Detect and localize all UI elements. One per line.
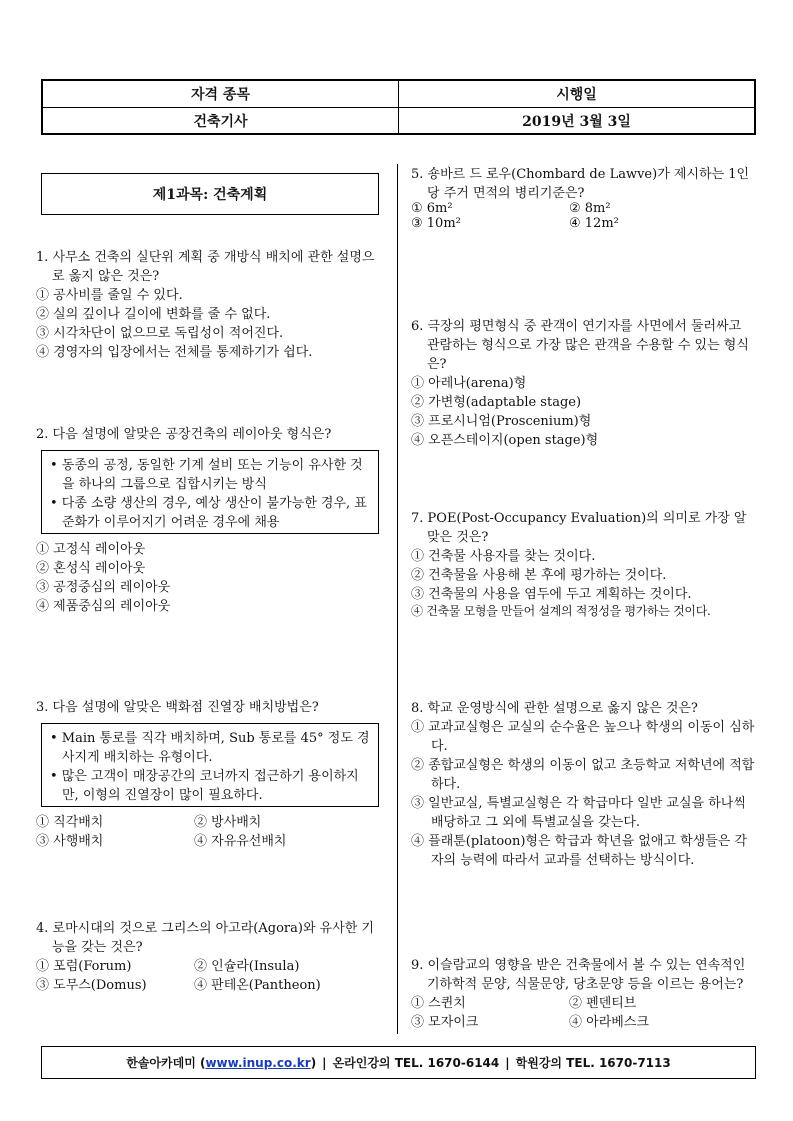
footer-academy-phone: 학원강의 TEL. 1670-7113 bbox=[515, 1056, 671, 1070]
option-1[interactable]: ① 6m² bbox=[411, 201, 453, 216]
option-3[interactable]: ③ 모자이크 bbox=[411, 1015, 479, 1030]
option-row bbox=[411, 1011, 756, 1030]
option-3[interactable]: ③ 10m² bbox=[411, 216, 461, 231]
option-1[interactable]: ① 아레나(arena)형 bbox=[411, 376, 527, 391]
question-stem: 9. 이슬람교의 영향을 받은 건축물에서 볼 수 있는 연속적인 기하학적 문양, 식물문양, 당초문양 등을 이르는 용어는? bbox=[411, 958, 746, 992]
option-1[interactable]: ① 공사비를 줄일 수 있다. bbox=[36, 288, 183, 303]
option-2[interactable]: ② 인슐라(Insula) bbox=[194, 959, 300, 974]
option-4[interactable]: ④ 오픈스테이지(open stage)형 bbox=[411, 433, 599, 448]
exam-date-label: 시행일 bbox=[556, 87, 597, 103]
option-4[interactable]: ④ 자유유선배치 bbox=[194, 834, 287, 849]
question-stem: 8. 학교 운영방식에 관한 설명으로 옳지 않은 것은? bbox=[411, 701, 698, 716]
option-row bbox=[411, 216, 756, 231]
question-stem: 1. 사무소 건축의 실단위 계획 중 개방식 배치에 관한 설명으로 옳지 않은 것은? bbox=[36, 250, 375, 284]
option-3[interactable]: ③ 일반교실, 특별교실형은 각 학급마다 일반 교실을 하나씩 배당하고 그 외에 특별교실을 갖는다. bbox=[411, 796, 746, 830]
question-stem: 2. 다음 설명에 알맞은 공장건축의 레이아웃 형식은? bbox=[36, 427, 332, 442]
option-2[interactable]: ② 실의 깊이나 길이에 변화를 줄 수 없다. bbox=[36, 307, 271, 322]
question-6 bbox=[411, 315, 756, 448]
question-stem: 4. 로마시대의 것으로 그리스의 아고라(Agora)와 유사한 기능을 갖는 것은? bbox=[36, 921, 375, 955]
option-3[interactable]: ③ 도무스(Domus) bbox=[36, 978, 147, 993]
option-4[interactable]: ④ 제품중심의 레이아웃 bbox=[36, 599, 171, 614]
option-1[interactable]: ① 포럼(Forum) bbox=[36, 959, 132, 974]
footer-website-link[interactable]: www.inup.co.kr bbox=[205, 1056, 311, 1070]
option-2[interactable]: ② 방사배치 bbox=[194, 815, 262, 830]
info-bullet: • 동종의 공정, 동일한 기계 설비 또는 기능이 유사한 것을 하나의 그룹으로 집합시키는 방식 bbox=[50, 458, 363, 492]
question-2 bbox=[36, 423, 381, 614]
question-7 bbox=[411, 507, 756, 619]
question-3 bbox=[36, 696, 381, 849]
question-stem: 5. 숑바르 드 로우(Chombard de Lawve)가 제시하는 1인당 주거 면적의 병리기준은? bbox=[411, 167, 750, 201]
option-4[interactable]: ④ 경영자의 입장에서는 전체를 통제하기가 쉽다. bbox=[36, 345, 313, 360]
option-4[interactable]: ④ 아라베스크 bbox=[569, 1015, 649, 1030]
option-4[interactable]: ④ 플래툰(platoon)형은 학급과 학년을 없애고 학생들은 각자의 능력에 따라서 교과를 선택하는 방식이다. bbox=[411, 834, 748, 868]
option-row bbox=[36, 811, 381, 830]
exam-date-value: 2019년 3월 3일 bbox=[522, 114, 631, 130]
question-stem: 7. POE(Post-Occupancy Evaluation)의 의미로 가장 알맞은 것은? bbox=[411, 511, 747, 545]
page-footer bbox=[41, 1046, 756, 1079]
option-3[interactable]: ③ 사행배치 bbox=[36, 834, 104, 849]
question-1 bbox=[36, 246, 381, 360]
option-4[interactable]: ④ 12m² bbox=[569, 216, 619, 231]
header-value-row bbox=[43, 108, 754, 134]
option-1[interactable]: ① 스퀸치 bbox=[411, 996, 466, 1011]
info-bullet: • 다종 소량 생산의 경우, 예상 생산이 불가능한 경우, 표준화가 이루어지기 어려운 경우에 채용 bbox=[50, 496, 367, 530]
option-1[interactable]: ① 직각배치 bbox=[36, 815, 104, 830]
footer-online-phone: 온라인강의 TEL. 1670-6144 bbox=[332, 1056, 500, 1070]
subject-title: 제1과목: 건축계획 bbox=[41, 173, 379, 215]
option-4[interactable]: ④ 건축물 모형을 만들어 설계의 적정성을 평가하는 것이다. bbox=[411, 604, 711, 618]
option-row bbox=[36, 974, 381, 993]
exam-header-table bbox=[41, 79, 756, 135]
option-row bbox=[36, 830, 381, 849]
info-bullet: • Main 통로를 직각 배치하며, Sub 통로를 45° 정도 경사지게 배치하는 유형이다. bbox=[50, 731, 370, 765]
option-row bbox=[36, 955, 381, 974]
option-2[interactable]: ② 혼성식 레이아웃 bbox=[36, 561, 146, 576]
question-9 bbox=[411, 954, 756, 1030]
option-2[interactable]: ② 건축물을 사용해 본 후에 평가하는 것이다. bbox=[411, 568, 667, 583]
option-2[interactable]: ② 종합교실형은 학생의 이동이 없고 초등학교 저학년에 적합하다. bbox=[411, 758, 755, 792]
question-info-box bbox=[41, 450, 379, 534]
option-4[interactable]: ④ 판테온(Pantheon) bbox=[194, 978, 321, 993]
question-5 bbox=[411, 163, 756, 231]
column-divider bbox=[397, 164, 398, 1034]
question-8 bbox=[411, 697, 756, 868]
question-4 bbox=[36, 917, 381, 993]
question-info-box bbox=[41, 723, 379, 807]
option-2[interactable]: ② 펜덴티브 bbox=[569, 996, 637, 1011]
option-3[interactable]: ③ 건축물의 사용을 염두에 두고 계획하는 것이다. bbox=[411, 587, 692, 602]
exam-type-label: 자격 종목 bbox=[43, 81, 399, 107]
option-row bbox=[411, 201, 756, 216]
footer-brand: 한솔아카데미 (www.inup.co.kr) bbox=[126, 1056, 317, 1070]
option-1[interactable]: ① 교과교실형은 교실의 순수율은 높으나 학생의 이동이 심하다. bbox=[411, 720, 755, 754]
question-stem: 3. 다음 설명에 알맞은 백화점 진열장 배치방법은? bbox=[36, 700, 319, 715]
option-1[interactable]: ① 고정식 레이아웃 bbox=[36, 542, 146, 557]
option-2[interactable]: ② 가변형(adaptable stage) bbox=[411, 395, 582, 410]
footer-separator: | bbox=[322, 1055, 327, 1070]
option-3[interactable]: ③ 공정중심의 레이아웃 bbox=[36, 580, 171, 595]
footer-separator: | bbox=[505, 1055, 510, 1070]
info-bullet: • 많은 고객이 매장공간의 코너까지 접근하기 용이하지만, 이형의 진열장이 많이 필요하다. bbox=[50, 769, 359, 803]
header-label-row bbox=[43, 81, 754, 108]
option-2[interactable]: ② 8m² bbox=[569, 201, 611, 216]
option-3[interactable]: ③ 프로시니엄(Proscenium)형 bbox=[411, 414, 592, 429]
option-row bbox=[411, 992, 756, 1011]
option-1[interactable]: ① 건축물 사용자를 찾는 것이다. bbox=[411, 549, 596, 564]
question-stem: 6. 극장의 평면형식 중 관객이 연기자를 사면에서 둘러싸고 관람하는 형식으로 가장 많은 관객을 수용할 수 있는 형식은? bbox=[411, 319, 749, 372]
exam-type-value: 건축기사 bbox=[43, 108, 399, 134]
option-3[interactable]: ③ 시각차단이 없으므로 독립성이 적어진다. bbox=[36, 326, 284, 341]
